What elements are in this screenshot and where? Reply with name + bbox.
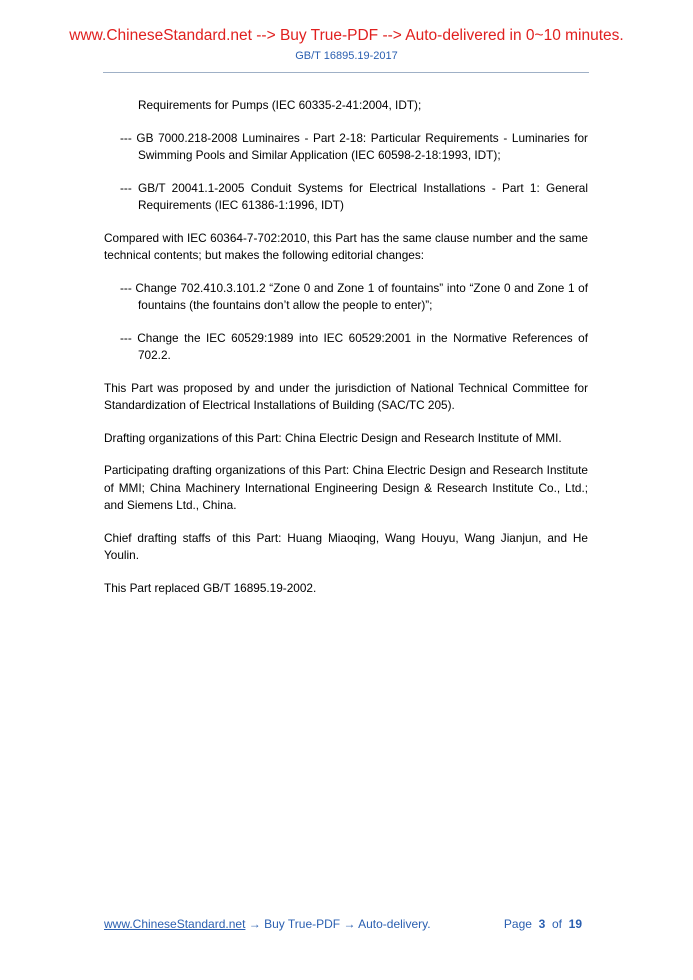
list-item-change-iec: --- Change the IEC 60529:1989 into IEC 60529:2001 in the Normative References of 702.2. xyxy=(120,330,588,362)
list-item-conduit-systems: --- GB/T 20041.1-2005 Conduit Systems for Electrical Installations - Part 1: General Requirements (IEC 61386-1:1996, IDT) xyxy=(120,180,588,212)
promo-banner[interactable]: www.ChineseStandard.net --> Buy True-PDF --> Auto-delivered in 0~10 minutes. xyxy=(69,27,624,44)
paragraph-replaced: This Part replaced GB/T 16895.19-2002. xyxy=(104,580,317,595)
paragraph-drafting-organizations: Drafting organizations of this Part: China Electric Design and Research Institute of MMI. xyxy=(104,430,562,445)
paragraph-proposed-by: This Part was proposed by and under the jurisdiction of National Technical Committee for Standardization of Electrical Installations of Building (SAC/TC 205). xyxy=(104,380,588,412)
of-label: of xyxy=(551,917,562,931)
footer-promo xyxy=(104,917,431,931)
paragraph-chief-drafting-staffs: Chief drafting staffs of this Part: Huang Miaoqing, Wang Houyu, Wang Jianjun, and He Youlin. xyxy=(104,530,588,562)
document-code: GB/T 16895.19-2017 xyxy=(295,50,398,62)
list-item-continuation: Requirements for Pumps (IEC 60335-2-41:2004, IDT); xyxy=(138,98,422,112)
list-item-change-zone: --- Change 702.410.3.101.2 “Zone 0 and Zone 1 of fountains” into “Zone 0 and Zone 1 of fountains (the fountains don’t allow the people to enter)”; xyxy=(120,280,588,312)
footer-site-link[interactable]: www.ChineseStandard.net xyxy=(104,917,246,931)
footer-promo-text: → Buy True-PDF → Auto-delivery. xyxy=(245,917,431,931)
page-content xyxy=(104,97,588,612)
page-label: Page xyxy=(503,917,532,931)
page-number: 3 xyxy=(538,917,546,931)
paragraph-comparison: Compared with IEC 60364-7-702:2010, this Part has the same clause number and the same technical contents; but makes the following editorial changes: xyxy=(104,230,588,262)
page-total: 19 xyxy=(568,917,582,931)
list-item-luminaires: --- GB 7000.218-2008 Luminaires - Part 2-18: Particular Requirements - Luminaries for Swimming Pools and Similar Application (IEC 60598-2-18:1993, IDT); xyxy=(120,130,588,162)
page-number-indicator xyxy=(504,917,582,931)
paragraph-participating-organizations: Participating drafting organizations of this Part: China Electric Design and Research Institute of MMI; China Machinery International Engineering Design & Research Institute Co., Ltd.; and Siemens Ltd., China. xyxy=(104,463,588,512)
header-divider xyxy=(103,72,589,73)
